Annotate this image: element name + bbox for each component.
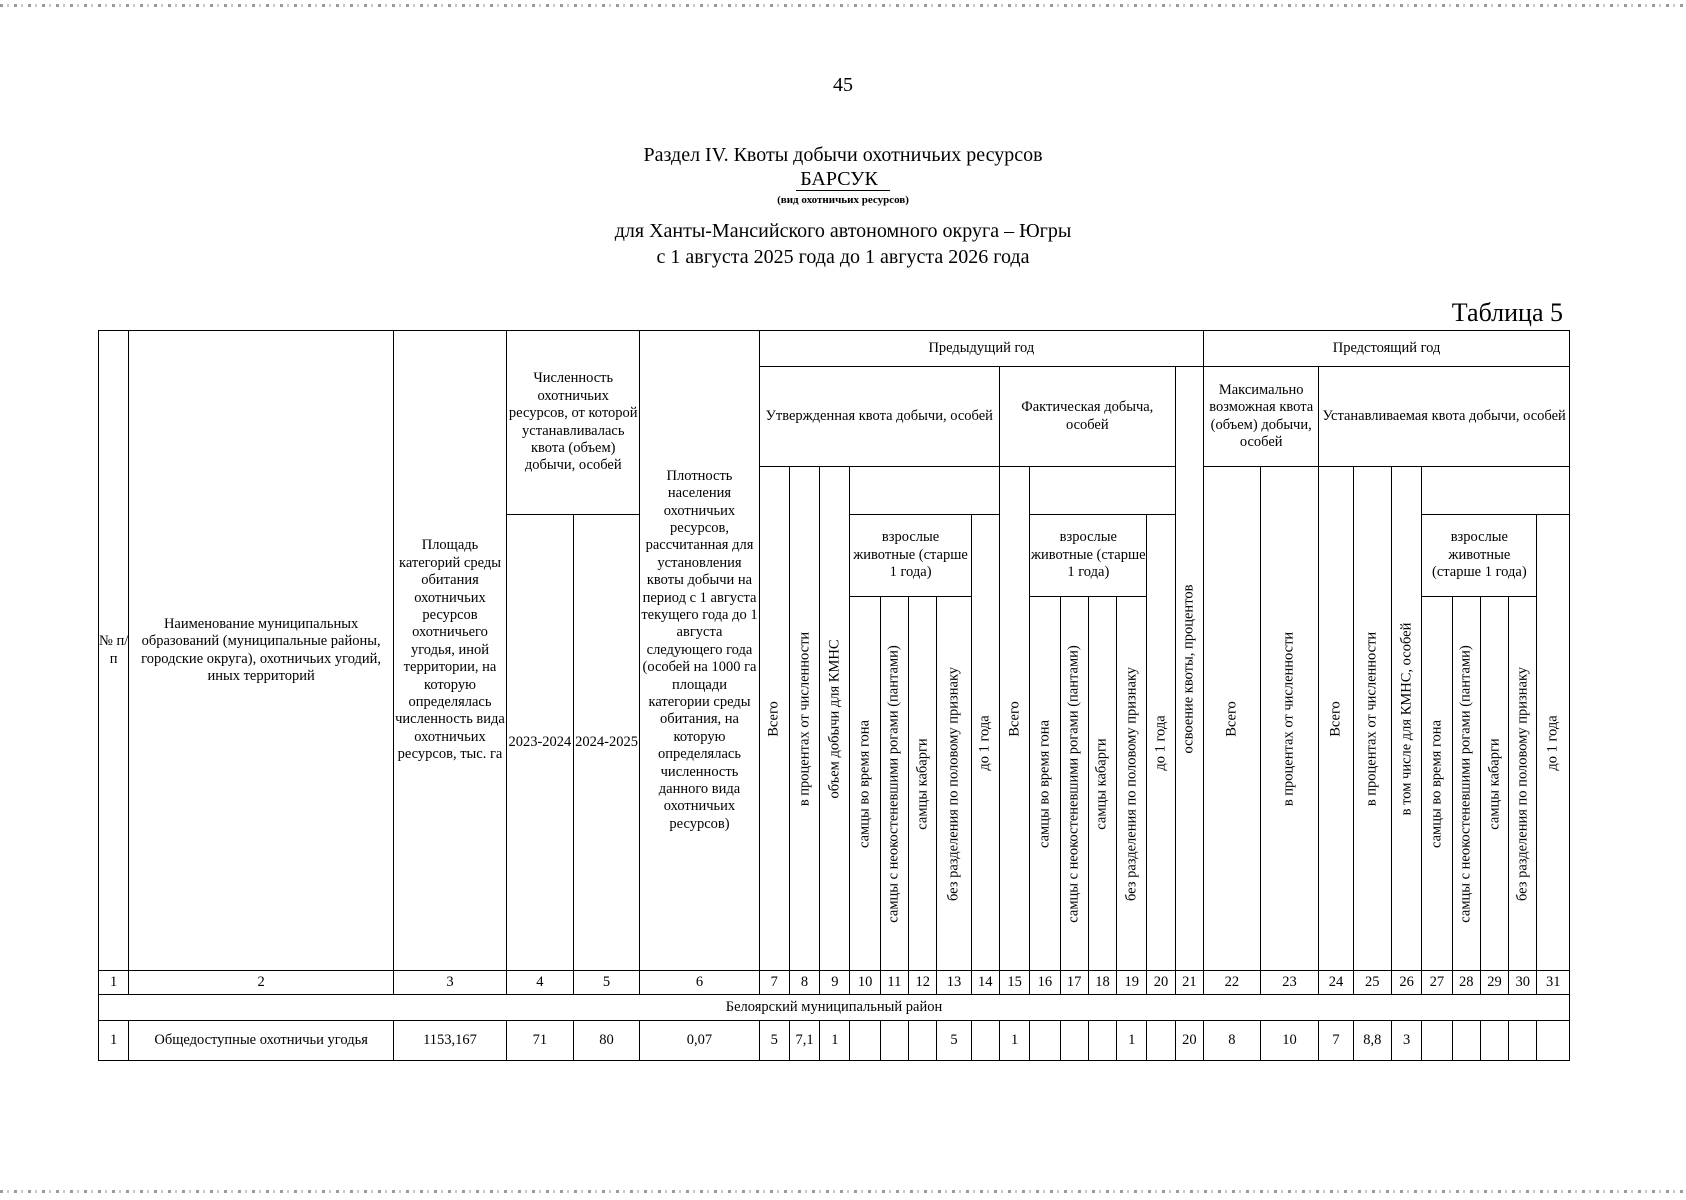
- header-approved-under1-label: до 1 года: [976, 714, 993, 771]
- header-set-total-label: Всего: [1327, 700, 1344, 737]
- header-name: Наименование муниципальных образований (муниципальные районы, городские округа), охотничьих угодий, иных территорий: [129, 331, 394, 971]
- header-approved-blank: [850, 467, 999, 515]
- header-max-pct-label: в процентах от численности: [1280, 631, 1297, 806]
- column-number: 31: [1537, 971, 1570, 995]
- header-max-pct: [1260, 467, 1319, 971]
- header-year-2023: 2023-2024: [507, 515, 574, 971]
- header-quota-use: [1175, 367, 1203, 971]
- table-cell: 80: [573, 1021, 640, 1061]
- header-max-total-label: Всего: [1223, 700, 1240, 737]
- scan-edge-top: [0, 4, 1686, 7]
- species-name: БАРСУК: [796, 169, 890, 191]
- column-number: 13: [937, 971, 971, 995]
- header-actual-blank: [1030, 467, 1175, 515]
- header-approved-pct: [789, 467, 819, 971]
- column-number-row: [99, 971, 1570, 995]
- header-approved-kmns-label: объем добычи для КМНС: [826, 638, 843, 799]
- table-cell: 0,07: [640, 1021, 759, 1061]
- header-approved-total: [759, 467, 789, 971]
- column-number: 3: [393, 971, 506, 995]
- header-set-under1-label: до 1 года: [1544, 714, 1561, 771]
- header-area: Площадь категорий среды обитания охотничьих ресурсов охотничьего угодья, иной территории, на которую определялась численность вида охотничьих ресурсов, тыс. га: [393, 331, 506, 971]
- header-approved-musk: [909, 597, 937, 971]
- header-actual-males-rut: [1030, 597, 1060, 971]
- table-cell: 7: [1319, 1021, 1353, 1061]
- header-quota-use-label: освоение квоты, процентов: [1180, 584, 1197, 753]
- header-actual-harvest: Фактическая добыча, особей: [999, 367, 1175, 467]
- scan-edge-bottom: [0, 1190, 1686, 1193]
- page-number: 45: [833, 74, 853, 96]
- header-set-nosex: [1509, 597, 1537, 971]
- table-cell: 20: [1175, 1021, 1203, 1061]
- column-number: 12: [909, 971, 937, 995]
- table-cell: 1: [1117, 1021, 1147, 1061]
- header-set-blank: [1422, 467, 1570, 515]
- header-set-pct-label: в процентах от численности: [1363, 631, 1380, 806]
- header-set-musk: [1480, 597, 1508, 971]
- column-number: 30: [1509, 971, 1537, 995]
- header-max-quota: Максимально возможная квота (объем) добычи, особей: [1204, 367, 1319, 467]
- header-set-kmns-label: в том числе для КМНС, особей: [1397, 622, 1414, 815]
- header-set-adults: взрослые животные (старше 1 года): [1422, 515, 1537, 597]
- column-number: 7: [759, 971, 789, 995]
- header-actual-nosex-label: без разделения по половому признаку: [1123, 666, 1140, 901]
- header-set-males-rut-label: самцы во время гона: [1428, 719, 1445, 848]
- table-cell: [1452, 1021, 1480, 1061]
- section-row: [99, 995, 1570, 1021]
- table-cell: [1030, 1021, 1060, 1061]
- header-density: Плотность населения охотничьих ресурсов, рассчитанная для установления квоты добычи на период с 1 августа текущего года до 1 августа следующего года (особей на 1000 га площади категории среды обитания, на которую определялась численность данного вида охотничьих ресурсов): [640, 331, 759, 971]
- table-cell: [850, 1021, 880, 1061]
- header-actual-musk: [1088, 597, 1116, 971]
- column-number: 2: [129, 971, 394, 995]
- column-number: 18: [1088, 971, 1116, 995]
- header-approved-males-antlers: [880, 597, 908, 971]
- header-approved-adults: взрослые животные (старше 1 года): [850, 515, 971, 597]
- header-actual-males-antlers-label: самцы с неокостеневшими рогами (пантами): [1065, 644, 1082, 923]
- column-number: 20: [1147, 971, 1175, 995]
- species-note: (вид охотничьих ресурсов): [777, 194, 909, 206]
- table-cell: 1153,167: [393, 1021, 506, 1061]
- header-set-pct: [1353, 467, 1391, 971]
- header-set-quota: Устанавливаемая квота добычи, особей: [1319, 367, 1570, 467]
- header-set-males-rut: [1422, 597, 1452, 971]
- table-cell: [880, 1021, 908, 1061]
- table-cell: [1509, 1021, 1537, 1061]
- table-cell: 1: [999, 1021, 1029, 1061]
- header-approved-males-antlers-label: самцы с неокостеневшими рогами (пантами): [885, 644, 902, 923]
- header-approved-kmns: [820, 467, 850, 971]
- header-approved-pct-label: в процентах от численности: [795, 631, 812, 806]
- column-number: 29: [1480, 971, 1508, 995]
- region-title: для Ханты-Мансийского автономного округа – Югры: [614, 220, 1072, 242]
- header-approved-under1: [971, 515, 999, 971]
- column-number: 26: [1391, 971, 1421, 995]
- header-actual-musk-label: самцы кабарги: [1093, 737, 1110, 830]
- header-year-2024: 2024-2025: [573, 515, 640, 971]
- header-approved-nosex-label: без разделения по половому признаку: [945, 666, 962, 901]
- header-next-year: Предстоящий год: [1204, 331, 1570, 367]
- column-number: 19: [1117, 971, 1147, 995]
- header-approved-males-rut: [850, 597, 880, 971]
- table-label: Таблица 5: [1451, 298, 1563, 327]
- header-population: Численность охотничьих ресурсов, от которой устанавливалась квота (объем) добычи, особей: [507, 331, 640, 515]
- header-row-1: [99, 331, 1570, 367]
- table-cell: 1: [820, 1021, 850, 1061]
- header-set-musk-label: самцы кабарги: [1485, 737, 1502, 830]
- column-number: 1: [99, 971, 129, 995]
- table-cell: 1: [99, 1021, 129, 1061]
- column-number: 5: [573, 971, 640, 995]
- table-cell: [1480, 1021, 1508, 1061]
- header-actual-nosex: [1117, 597, 1147, 971]
- table-cell: 5: [759, 1021, 789, 1061]
- table-cell: [1422, 1021, 1452, 1061]
- table-cell: 8,8: [1353, 1021, 1391, 1061]
- table-cell: Общедоступные охотничьи угодья: [129, 1021, 394, 1061]
- header-approved-males-rut-label: самцы во время гона: [856, 719, 873, 848]
- column-number: 28: [1452, 971, 1480, 995]
- column-number: 10: [850, 971, 880, 995]
- table-cell: 10: [1260, 1021, 1319, 1061]
- table-cell: 8: [1204, 1021, 1261, 1061]
- table-cell: 3: [1391, 1021, 1421, 1061]
- table-cell: [1088, 1021, 1116, 1061]
- header-set-kmns: [1391, 467, 1421, 971]
- column-number: 27: [1422, 971, 1452, 995]
- column-number: 9: [820, 971, 850, 995]
- column-number: 24: [1319, 971, 1353, 995]
- column-number: 23: [1260, 971, 1319, 995]
- header-set-total: [1319, 467, 1353, 971]
- column-number: 14: [971, 971, 999, 995]
- section-row-label: Белоярский муниципальный район: [99, 995, 1570, 1021]
- column-number: 6: [640, 971, 759, 995]
- column-number: 22: [1204, 971, 1261, 995]
- table-cell: 7,1: [789, 1021, 819, 1061]
- header-set-nosex-label: без разделения по половому признаку: [1514, 666, 1531, 901]
- quota-table: [98, 330, 1570, 1061]
- header-actual-males-antlers: [1060, 597, 1088, 971]
- species-title: [0, 168, 1686, 191]
- column-number: 21: [1175, 971, 1203, 995]
- column-number: 16: [1030, 971, 1060, 995]
- table-cell: [909, 1021, 937, 1061]
- header-set-males-antlers: [1452, 597, 1480, 971]
- header-set-under1: [1537, 515, 1570, 971]
- column-number: 8: [789, 971, 819, 995]
- header-approved-total-label: Всего: [765, 700, 782, 737]
- table-row: [99, 1021, 1570, 1061]
- column-number: 17: [1060, 971, 1088, 995]
- header-max-total: [1204, 467, 1261, 971]
- table-cell: [1537, 1021, 1570, 1061]
- column-number: 4: [507, 971, 574, 995]
- header-num: № п/п: [99, 331, 129, 971]
- header-actual-total-label: Всего: [1005, 700, 1022, 737]
- header-actual-under1-label: до 1 года: [1152, 714, 1169, 771]
- table-cell: [1147, 1021, 1175, 1061]
- table-cell: 71: [507, 1021, 574, 1061]
- header-actual-under1: [1147, 515, 1175, 971]
- table-cell: [971, 1021, 999, 1061]
- column-number: 15: [999, 971, 1029, 995]
- table-cell: [1060, 1021, 1088, 1061]
- period-title: с 1 августа 2025 года до 1 августа 2026 года: [656, 246, 1030, 268]
- header-prev-year: Предыдущий год: [759, 331, 1204, 367]
- header-approved-quota: Утвержденная квота добычи, особей: [759, 367, 999, 467]
- header-actual-total: [999, 467, 1029, 971]
- column-number: 25: [1353, 971, 1391, 995]
- header-set-males-antlers-label: самцы с неокостеневшими рогами (пантами): [1457, 644, 1474, 923]
- header-approved-musk-label: самцы кабарги: [913, 737, 930, 830]
- header-actual-males-rut-label: самцы во время гона: [1036, 719, 1053, 848]
- table-cell: 5: [937, 1021, 971, 1061]
- column-number: 11: [880, 971, 908, 995]
- header-approved-nosex: [937, 597, 971, 971]
- header-actual-adults: взрослые животные (старше 1 года): [1030, 515, 1147, 597]
- section-title: Раздел IV. Квоты добычи охотничьих ресурсов: [643, 144, 1043, 166]
